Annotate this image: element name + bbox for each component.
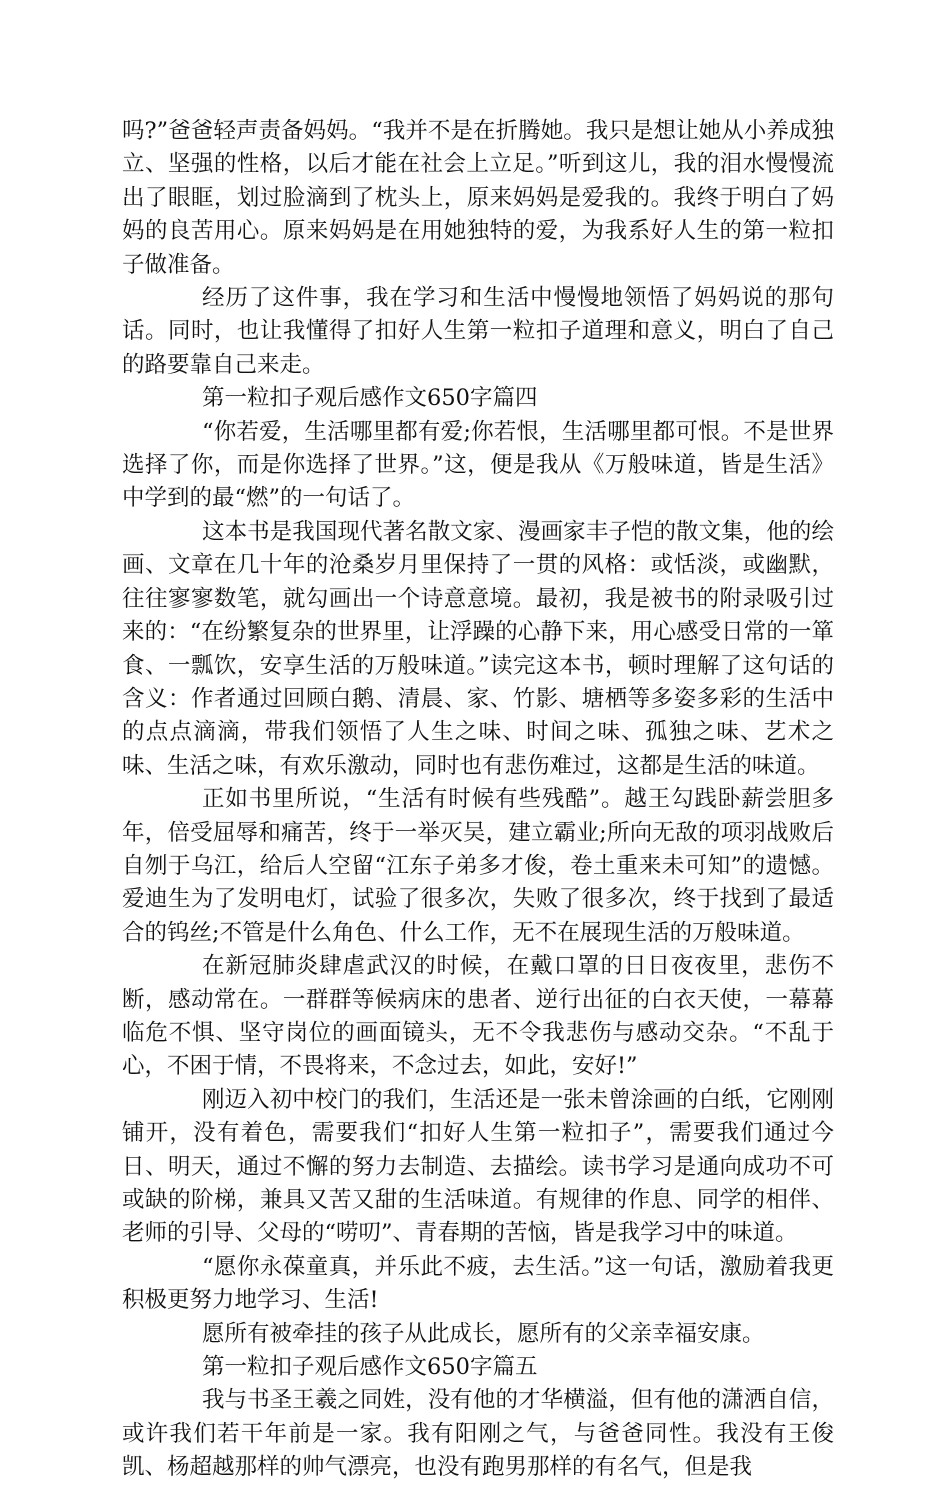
paragraph: “愿你永葆童真，并乐此不疲，去生活。”这一句话，激励着我更积极更努力地学习、生活! [122, 1253, 834, 1314]
paragraph: 我与书圣王羲之同姓，没有他的才华横溢，但有他的潇洒自信，或许我们若干年前是一家。我有阳刚之气，与爸爸同性。我没有王俊凯、杨超越那样的帅气漂亮，也没有跑男那样的有名气，但是我 [122, 1387, 834, 1481]
paragraph: 愿所有被牵挂的孩子从此成长，愿所有的父亲幸福安康。 [202, 1320, 765, 1347]
document-body [122, 115, 834, 1485]
paragraph: 经历了这件事，我在学习和生活中慢慢地领悟了妈妈说的那句话。同时，也让我懂得了扣好人生第一粒扣子道理和意义，明白了自己的路要靠自己来走。 [122, 285, 834, 378]
paragraph: 刚迈入初中校门的我们，生活还是一张未曾涂画的白纸，它刚刚铺开，没有着色，需要我们“扣好人生第一粒扣子”，需要我们通过今日、明天，通过不懈的努力去制造、去描绘。读书学习是通向成功不可或缺的阶梯，兼具又苦又甜的生活味道。有规律的作息、同学的相伴、老师的引导、父母的“唠叨”、青春期的苦恼，皆是我学习中的味道。 [122, 1086, 834, 1247]
paragraph: 正如书里所说，“生活有时候有些残酷”。越王勾践卧薪尝胆多年，倍受屈辱和痛苦，终于一举灭吴，建立霸业;所向无敌的项羽战败后自刎于乌江，给后人空留“江东子弟多才俊，卷土重来未可知”的遗憾。爱迪生为了发明电灯，试验了很多次，失败了很多次，终于找到了最适合的钨丝;不管是什么角色、什么工作，无不在展现生活的万般味道。 [122, 786, 834, 946]
paragraph: 这本书是我国现代著名散文家、漫画家丰子恺的散文集，他的绘画、文章在几十年的沧桑岁月里保持了一贯的风格：或恬淡，或幽默，往往寥寥数笔，就勾画出一个诗意意境。最初，我是被书的附录吸引过来的：“在纷繁复杂的世界里，让浮躁的心静下来，用心感受日常的一箪食、一瓢饮，安享生活的万般味道。”读完这本书，顿时理解了这句话的含义：作者通过回顾白鹅、清晨、家、竹影、塘栖等多姿多彩的生活中的点点滴滴，带我们领悟了人生之味、时间之味、孤独之味、艺术之味、生活之味，有欢乐激动，同时也有悲伤难过，这都是生活的味道。 [122, 518, 834, 779]
paragraph: 在新冠肺炎肆虐武汉的时候，在戴口罩的日日夜夜里，悲伤不断，感动常在。一群群等候病床的患者、逆行出征的白衣天使，一幕幕临危不惧、坚守岗位的画面镜头，无不令我悲伤与感动交杂。“不乱于心，不困于情，不畏将来，不念过去，如此，安好!” [122, 953, 834, 1080]
section-heading: 第一粒扣子观后感作文650字篇四 [202, 385, 538, 412]
paragraph: “你若爱，生活哪里都有爱;你若恨，生活哪里都可恨。不是世界选择了你，而是你选择了世界。”这，便是我从《万般味道，皆是生活》中学到的最“燃”的一句话了。 [122, 418, 834, 512]
section-heading: 第一粒扣子观后感作文650字篇五 [202, 1354, 538, 1381]
paragraph-continuation: 吗?”爸爸轻声责备妈妈。“我并不是在折腾她。我只是想让她从小养成独立、坚强的性格，以后才能在社会上立足。”听到这儿，我的泪水慢慢流出了眼眶，划过脸滴到了枕头上，原来妈妈是爱我的。我终于明白了妈妈的良苦用心。原来妈妈是在用她独特的爱，为我系好人生的第一粒扣子做准备。 [122, 118, 834, 278]
